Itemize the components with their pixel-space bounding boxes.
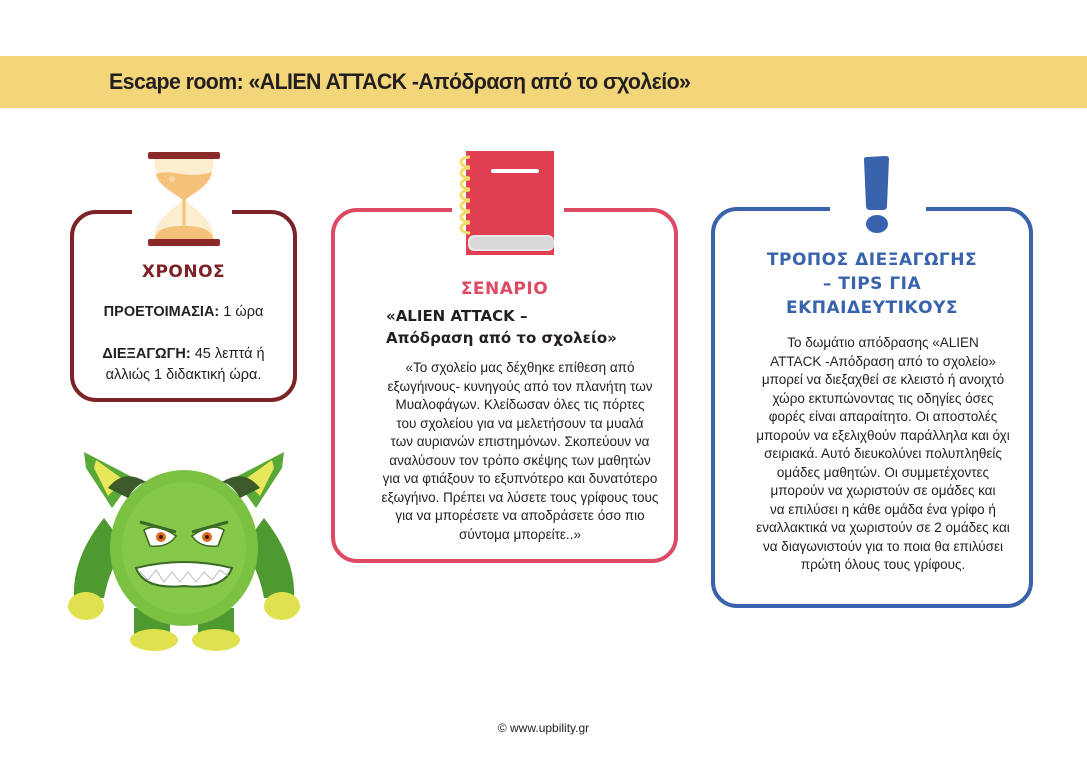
text-line: μπορεί να διεξαχθεί σε κλειστό ή ανοιχτό [761,372,1005,387]
text-line: εναλλακτικά να χωριστούν σε 2 ομάδες και [756,520,1010,535]
hourglass-icon [144,150,224,250]
text-line: για να μπορέσετε να αποδράσετε όσο πιο [395,508,645,523]
green-monster-illustration [64,448,304,653]
text-line: εξωγήινο. Πρέπει να λύσετε τους γρίφους τους [381,489,659,505]
text-line: «Το σχολείο μας δέχθηκε επίθεση από [405,360,635,375]
header-banner [0,56,1087,108]
scenario-subtitle-line: Απόδραση από το σχολείο» [386,329,617,347]
text-line: μπορούν να εξελιχθούν παράλληλα και όχι [756,427,1010,443]
duration-line [70,344,297,386]
text-line: χώρο εκτυπώνοντας τις οδηγίες όσες [772,390,994,406]
exclamation-icon [862,156,892,234]
text-line: σειριακά. Αυτό διευκολύνει πολυπληθείς [764,446,1002,461]
text-line: πρώτη όλους τους γρίφους. [800,557,966,572]
tips-heading [711,248,1033,320]
preparation-label: ΠΡΟΕΤΟΙΜΑΣΙΑ: [103,304,220,320]
text-line: φορές είναι απαραίτητο. Οι αποστολές [768,409,998,424]
text-line: σύντομα μπορείτε..» [459,526,581,542]
text-line: μπορούν να χωριστούν σε ομάδες και [770,483,996,498]
tips-heading-line: ΤΡΟΠΟΣ ΔΙΕΞΑΓΩΓΗΣ [766,250,978,270]
footer-copyright: © www.upbility.gr [497,721,590,735]
preparation-value: 1 ώρα [223,304,264,320]
text-line: αναλύσουν τον τρόπο σκέψης των μαθητών [389,452,651,468]
notebook-icon [456,149,556,259]
text-line: του σχολείου για να μελετήσουν τα μυαλά [396,415,644,431]
duration-value: 45 λεπτά ή [194,346,265,362]
scenario-heading: ΣΕΝΑΡΙΟ [460,279,549,299]
text-line: Μυαλοφάγων. Κλείδωσαν όλες τις πόρτες [395,397,645,412]
text-line: ATTACK -Απόδραση από το σχολείο» [770,353,996,369]
page-title: Escape room: «ALIEN ATTACK -Απόδραση από το σχολείο» [109,69,691,94]
text-line: για να φτιάξουν το εξυπνότερο και δυνατότερο [382,471,658,486]
text-line: εξωγήινους- κυνηγούς από τον πλανήτη των [387,378,653,394]
text-line: ομάδες μαθητών. Οι συμμετέχοντες [776,464,990,480]
scenario-text [370,359,670,544]
duration-label: ΔΙΕΞΑΓΩΓΗ: [102,346,191,362]
text-line: των αυριανών επιστημόνων. Σκοπεύουν να [390,434,650,449]
text-line: να διαγωνιστούν για το ποια θα επιλύσει [763,538,1003,554]
text-line: Το δωμάτιο απόδρασης «ALIEN [787,335,979,350]
text-line: να επιλύσει η κάθε ομάδα ένα γρίφο ή [770,501,996,517]
tips-heading-line: – TIPS ΓΙΑ [822,274,922,294]
scenario-subtitle [386,305,666,349]
tips-heading-line: ΕΚΠΑΙΔΕΥΤΙΚΟΥΣ [785,298,959,318]
time-heading: ΧΡΟΝΟΣ [141,262,226,282]
duration-value-cont: αλλιώς 1 διδακτική ώρα. [105,367,262,383]
preparation-line [70,302,297,323]
scenario-subtitle-line: «ALIEN ATTACK – [386,307,528,325]
tips-text [738,334,1028,575]
